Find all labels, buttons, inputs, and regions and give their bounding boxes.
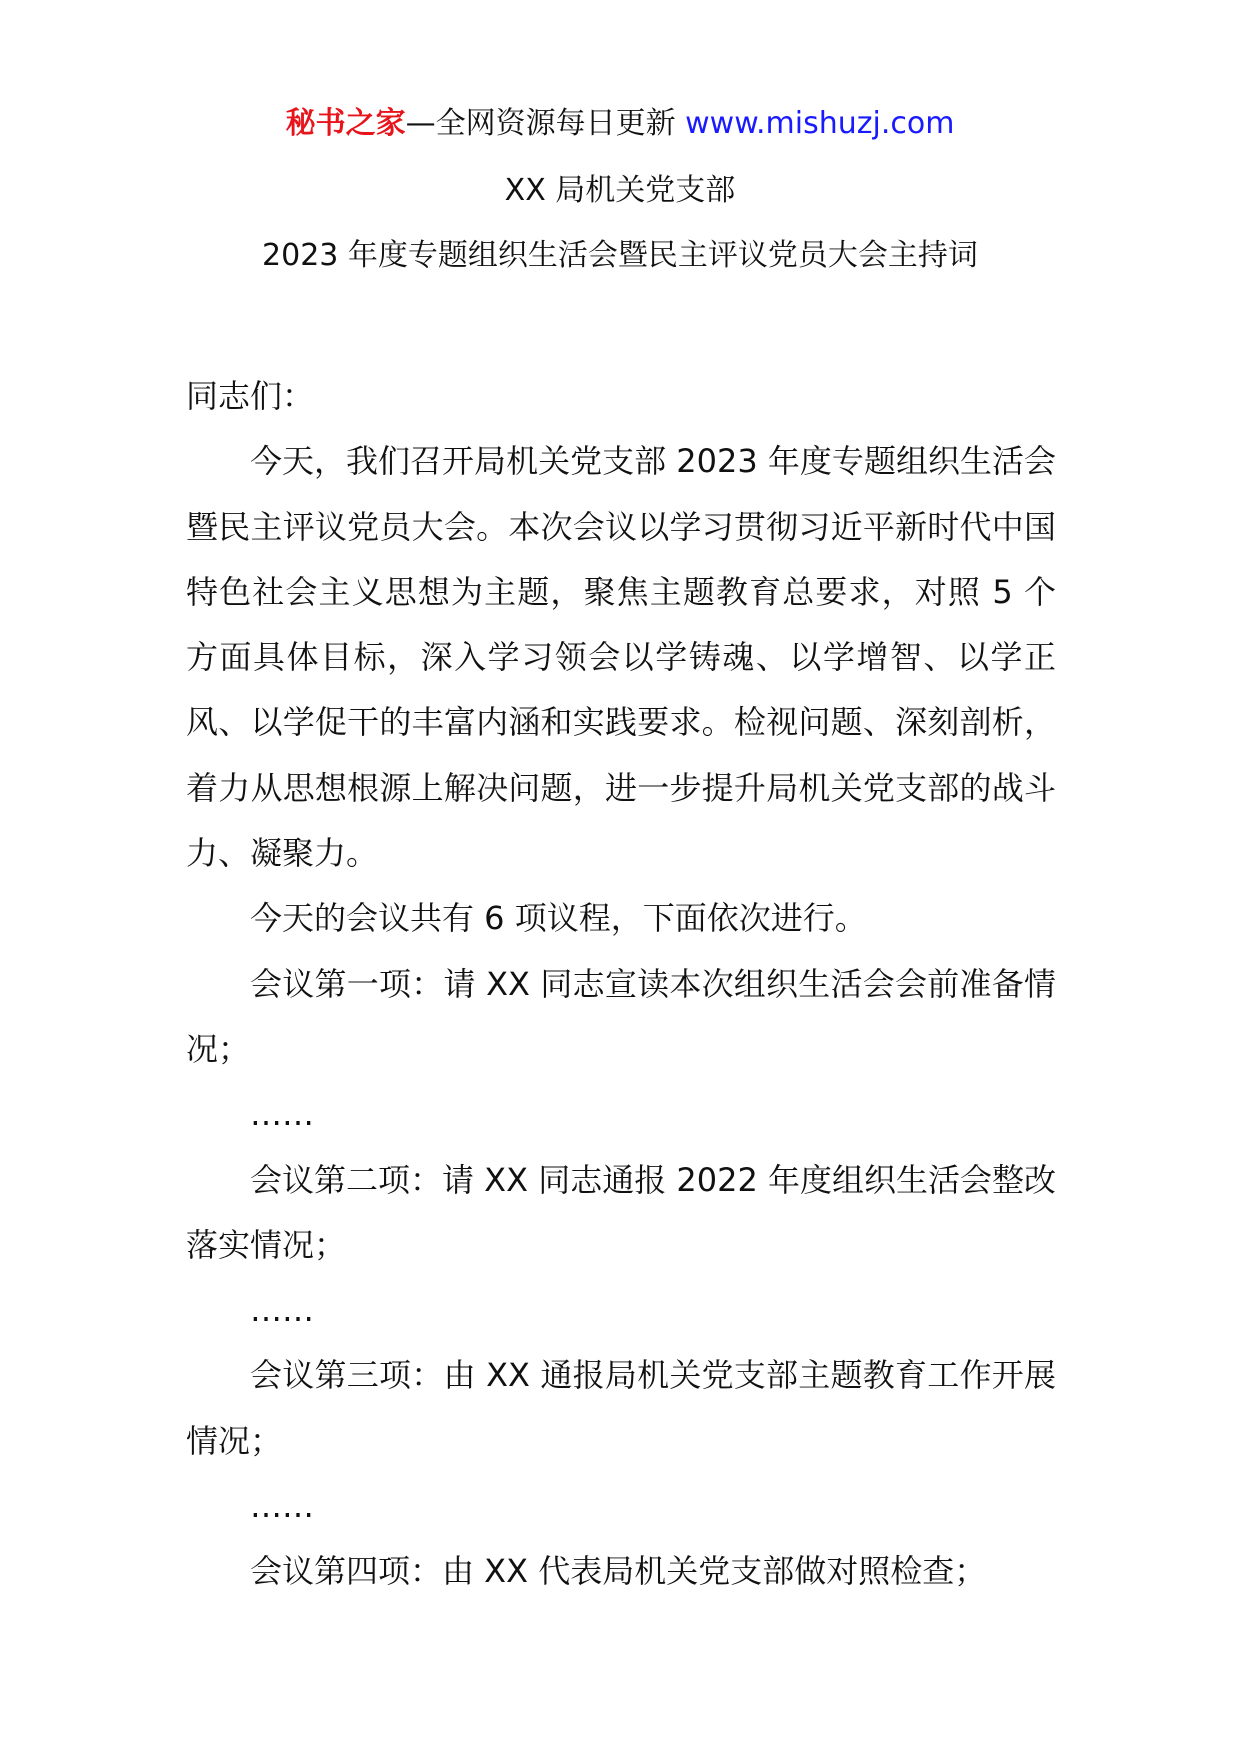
ellipsis-1: …… (250, 1095, 314, 1134)
agenda-item-3: 会议第三项：由 XX 通报局机关党支部主题教育工作开展情况； (186, 1356, 1056, 1460)
salutation: 同志们： (186, 377, 315, 415)
agenda-item-2: 会议第二项：请 XX 同志通报 2022 年度组织生活会整改落实情况； (186, 1160, 1056, 1264)
document-body (186, 364, 1056, 1605)
document-title-line1: XX 局机关党支部 (504, 173, 736, 208)
agenda-item-4: 会议第四项：由 XX 代表局机关党支部做对照检查； (250, 1552, 987, 1591)
header-tagline: —全网资源每日更新 (405, 106, 676, 141)
ellipsis-3: …… (250, 1487, 314, 1526)
document-title-line2: 2023 年度专题组织生活会暨民主评议党员大会主持词 (262, 238, 978, 273)
agenda-item-1: 会议第一项：请 XX 同志宣读本次组织生活会会前准备情况； (186, 964, 1056, 1068)
paragraph-agenda-count: 今天的会议共有 6 项议程，下面依次进行。 (250, 899, 867, 938)
ellipsis-2: …… (250, 1291, 314, 1330)
site-header (0, 104, 1240, 144)
paragraph-intro: 今天，我们召开局机关党支部 2023 年度专题组织生活会暨民主评议党员大会。本次会议以学习贯彻习近平新时代中国特色社会主义思想为主题，聚焦主题教育总要求，对照 5 个方面具体目标，深入学习领会以学铸魂、以学增智、以学正风、以学促干的丰富内涵和实践要求。检视问题、深刻剖析，着力从思想根源上解决问题，进一步提升局机关党支部的战斗力、凝聚力。 (186, 442, 1056, 873)
brand-name: 秘书之家 (285, 106, 406, 141)
website-link[interactable]: www.mishuzj.com (685, 106, 955, 141)
